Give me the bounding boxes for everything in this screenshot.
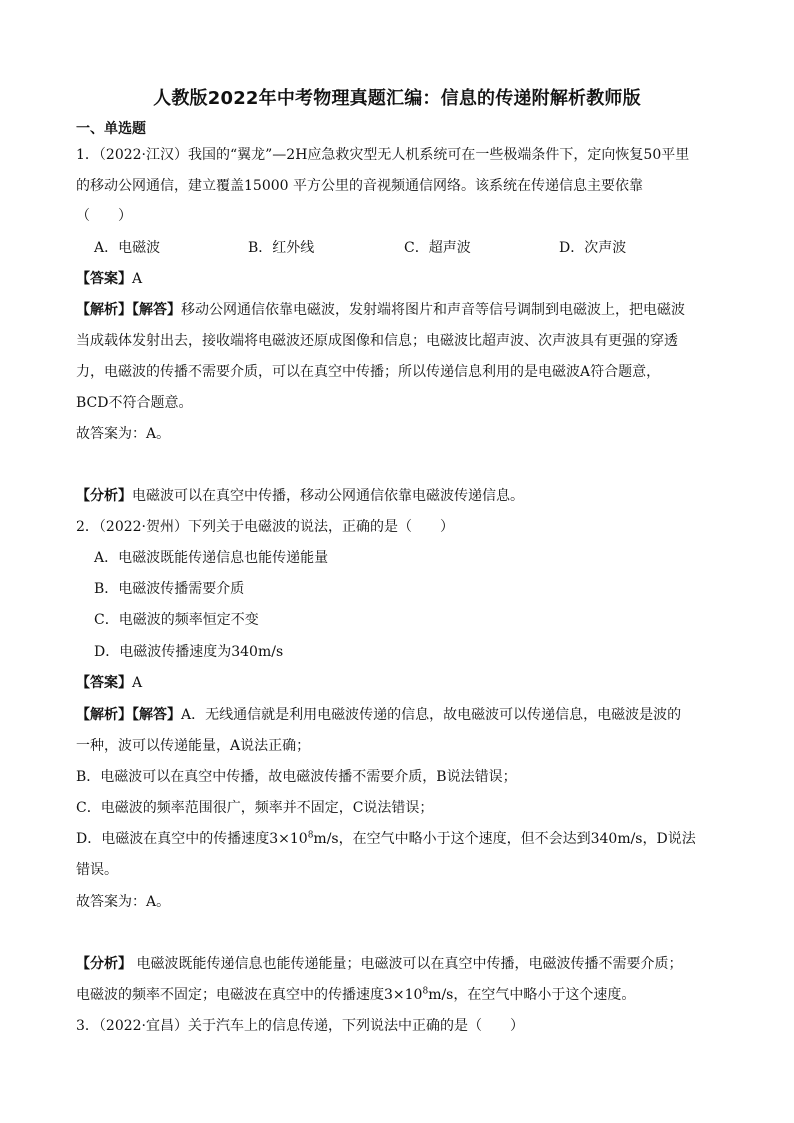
- q1-analysis-line-1: [76, 300, 685, 320]
- q2-fenxi-line-2: [76, 985, 635, 1005]
- q2-option-a: A．电磁波既能传递信息也能传递能量: [94, 550, 329, 566]
- q2-analysis-line-1: [76, 705, 681, 725]
- q1-option-b: B．红外线: [248, 240, 315, 256]
- q1-analysis-line-2: 当成载体发射出去，接收端将电磁波还原成图像和信息；电磁波比超声波、次声波具有更强的穿透: [76, 333, 678, 349]
- q1-stem-line-2: 的移动公网通信，建立覆盖15000 平方公里的音视频通信网络。该系统在传递信息主要依靠: [76, 178, 643, 194]
- q1-analysis-text-1: 移动公网通信依靠电磁波，发射端将图片和声音等信号调制到电磁波上，把电磁波: [181, 302, 685, 318]
- q2-stem: 2．（2022·贺州）下列关于电磁波的说法，正确的是（ ）: [76, 519, 454, 535]
- document-title: 人教版2022年中考物理真题汇编：信息的传递附解析教师版: [153, 88, 641, 109]
- q2-fenxi-text-2-post: m/s，在空气中略小于这个速度。: [428, 987, 636, 1003]
- q2-answer: [76, 673, 142, 693]
- q2-d-text-post: m/s，在空气中略小于这个速度，但不会达到340m/s，D说法: [313, 831, 696, 847]
- q2-answer-value: A: [132, 675, 143, 691]
- q1-option-a: A．电磁波: [94, 240, 161, 256]
- q2-fenxi-text-2-pre: 电磁波的频率不固定；电磁波在真空中的传播速度3×10: [76, 987, 423, 1003]
- q1-option-d: D．次声波: [559, 240, 627, 256]
- q2-answer-tag: 【答案】: [76, 675, 132, 691]
- q2-d-exponent: 8: [307, 830, 314, 841]
- q1-fenxi-tag: 【分析】: [76, 488, 132, 504]
- q1-analysis-line-3: 力，电磁波的传播不需要介质，可以在真空中传播；所以传递信息利用的是电磁波A符合题意，: [76, 364, 661, 380]
- q2-conclusion: 故答案为：A。: [76, 894, 171, 910]
- q1-answer: [76, 269, 142, 289]
- q2-fenxi-exponent: 8: [422, 986, 429, 997]
- q2-analysis-line-d: [76, 829, 696, 849]
- q2-d-text-pre: D．电磁波在真空中的传播速度3×10: [76, 831, 308, 847]
- q1-stem-line-3: （ ）: [76, 208, 132, 224]
- q1-answer-value: A: [132, 271, 143, 287]
- q2-fenxi-text-1: 电磁波既能传递信息也能传递能量；电磁波可以在真空中传播，电磁波传播不需要介质；: [132, 956, 683, 972]
- q1-stem-line-1: 1．（2022·江汉）我国的“翼龙”—2H应急救灾型无人机系统可在一些极端条件下，定向恢复50平里: [76, 147, 690, 163]
- q2-analysis-text-1: A．无线通信就是利用电磁波传递的信息，故电磁波可以传递信息，电磁波是波的: [181, 707, 682, 723]
- q2-fenxi-line-1: [76, 954, 682, 974]
- q1-analysis-tag: 【解析】【解答】: [76, 302, 181, 318]
- q2-option-b: B．电磁波传播需要介质: [94, 581, 245, 597]
- q2-analysis-line-2: 一种，波可以传递能量，A说法正确；: [76, 738, 311, 754]
- q2-option-c: C．电磁波的频率恒定不变: [94, 612, 259, 628]
- section-heading: 一、单选题: [76, 121, 146, 137]
- q1-fenxi: [76, 486, 524, 506]
- q2-analysis-line-c: C．电磁波的频率范围很广，频率并不固定，C说法错误；: [76, 800, 434, 816]
- q2-analysis-line-d2: 错误。: [76, 862, 118, 878]
- q1-analysis-line-4: BCD不符合题意。: [76, 395, 193, 411]
- q2-fenxi-tag: 【分析】: [76, 956, 132, 972]
- q1-option-c: C．超声波: [404, 240, 471, 256]
- q1-fenxi-text: 电磁波可以在真空中传播，移动公网通信依靠电磁波传递信息。: [132, 488, 524, 504]
- q3-stem: 3．（2022·宜昌）关于汽车上的信息传递，下列说法中正确的是（ ）: [76, 1018, 524, 1034]
- q2-option-d: D．电磁波传播速度为340m/s: [94, 644, 284, 660]
- q1-conclusion: 故答案为：A。: [76, 426, 171, 442]
- q2-analysis-tag: 【解析】【解答】: [76, 707, 181, 723]
- q1-answer-tag: 【答案】: [76, 271, 132, 287]
- q2-analysis-line-b: B．电磁波可以在真空中传播，故电磁波传播不需要介质，B说法错误；: [76, 769, 517, 785]
